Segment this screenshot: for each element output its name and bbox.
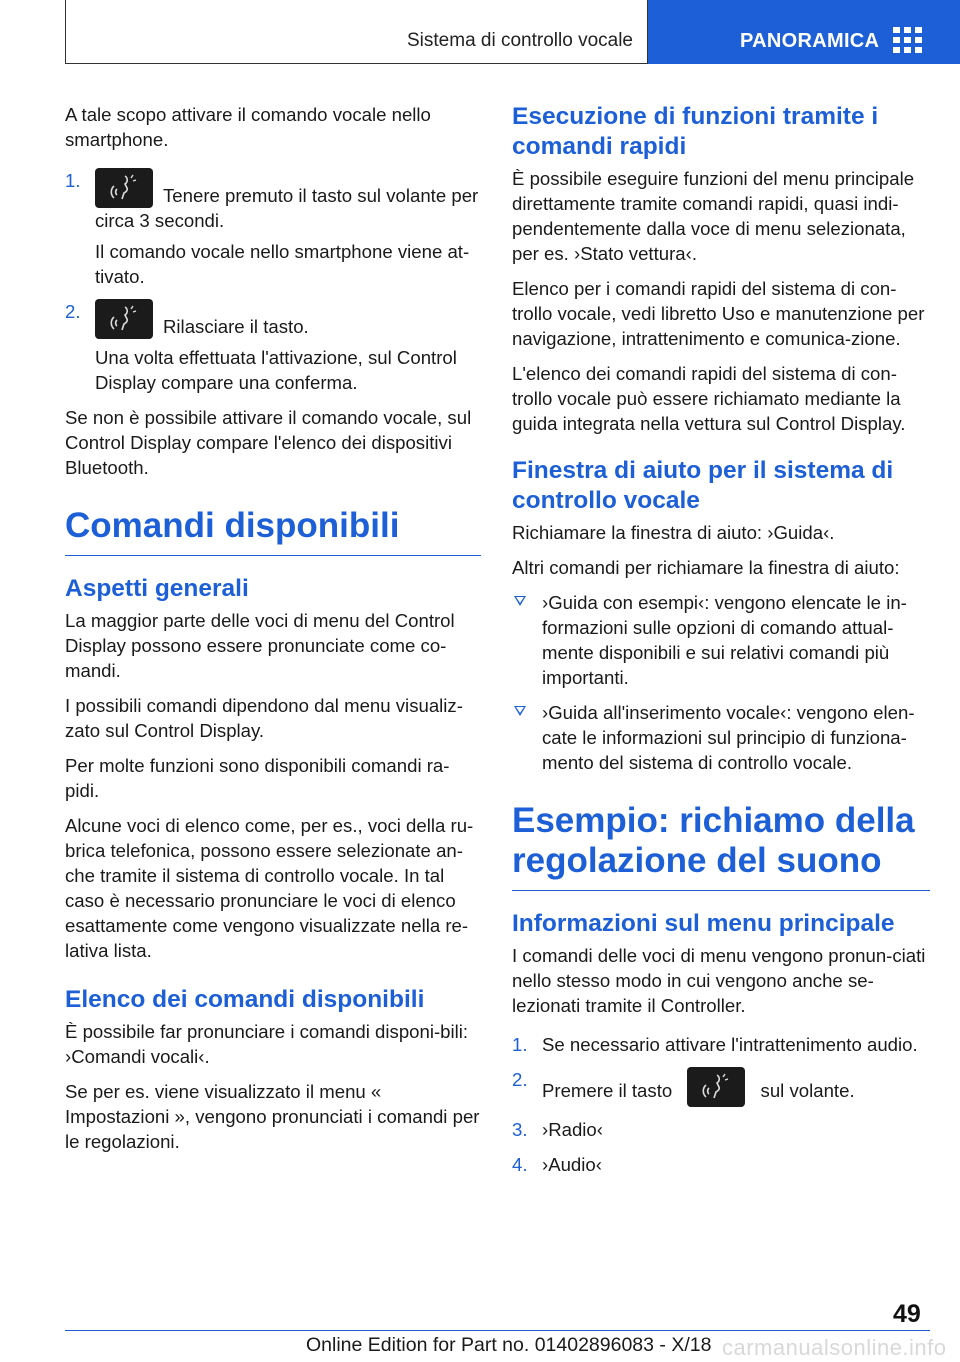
tab-panoramica[interactable]: [648, 0, 960, 64]
section-title: Sistema di controllo vocale: [407, 30, 633, 51]
step-4: [512, 1152, 930, 1177]
grid-menu-icon: [893, 27, 923, 53]
right-column: [512, 102, 930, 1187]
step-text: ›Audio‹: [542, 1154, 602, 1175]
triangle-bullet-icon: [514, 596, 526, 606]
paragraph: Alcune voci di elenco come, per es., voci della ru-brica telefonica, possono essere selezionate an-che tramite il sistema di controllo vocale. In tal caso è necessario pronunciare le voci di elenco esattamente come vengono visualizzate nella re-lativa lista.: [65, 815, 474, 961]
heading-rule: [65, 506, 481, 556]
paragraph: È possibile eseguire funzioni del menu principale direttamente tramite comandi rapidi, quasi indi-pendentemente dalla voce di menu selezionata, per es. ›Stato vettura‹.: [512, 168, 915, 264]
heading-elenco-comandi: Elenco dei comandi disponibili: [65, 986, 425, 1013]
voice-button-icon: [95, 168, 153, 208]
tab-panoramica-label: PANORAMICA: [740, 30, 880, 52]
heading-comandi-disponibili: Comandi disponibili: [65, 506, 400, 545]
fallback-text: Se non è possibile attivare il comando vocale, sul Control Display compare l'elenco dei dispositivi Bluetooth.: [65, 407, 472, 478]
header-section-box: [65, 0, 648, 64]
step-1: [512, 1032, 930, 1057]
step-text: sul volante.: [760, 1080, 855, 1101]
step-1: [65, 168, 481, 289]
step-number: 1.: [65, 170, 81, 191]
paragraph: La maggior parte delle voci di menu del Control Display possono essere pronunciate come co-mandi.: [65, 610, 455, 681]
step-2-note: Una volta effettuata l'attivazione, sul Control Display compare una conferma.: [95, 347, 457, 393]
edition-text: Online Edition for Part no. 01402896083 - X/18: [306, 1334, 712, 1356]
voice-button-icon: [687, 1067, 745, 1107]
step-3: [512, 1117, 930, 1142]
paragraph: I comandi delle voci di menu vengono pronun-ciati nello stesso modo in cui vengono anche se-lezionati tramite il Controller.: [512, 945, 926, 1016]
paragraph: Altri comandi per richiamare la finestra di aiuto:: [512, 557, 900, 578]
heading-rule: [512, 801, 930, 891]
step-2: [65, 299, 481, 395]
step-2-text: Rilasciare il tasto.: [163, 316, 309, 337]
heading-aspetti-generali: Aspetti generali: [65, 575, 249, 602]
step-2: [512, 1067, 930, 1107]
paragraph: Richiamare la finestra di aiuto: ›Guida‹.: [512, 522, 835, 543]
paragraph: Elenco per i comandi rapidi del sistema di con-trollo vocale, vedi libretto Uso e manutenzione per navigazione, intrattenimento e comunica-zione.: [512, 278, 925, 349]
paragraph: L'elenco dei comandi rapidi del sistema di con-trollo vocale può essere richiamato mediante la guida integrata nella vettura sul Control Display.: [512, 363, 906, 434]
paragraph: È possibile far pronunciare i comandi disponi-bili: ›Comandi vocali‹.: [65, 1021, 469, 1067]
heading-informazioni-menu: Informazioni sul menu principale: [512, 910, 895, 937]
step-text: Se necessario attivare l'intrattenimento audio.: [542, 1034, 918, 1055]
watermark: carmanualsonline.info: [722, 1335, 947, 1360]
step-text: Premere il tasto: [542, 1080, 673, 1101]
list-item-text: ›Guida all'inserimento vocale‹: vengono elen-cate le informazioni sul principio di funziona-mento del sistema di controllo vocale.: [542, 702, 915, 773]
paragraph: Per molte funzioni sono disponibili comandi ra-pidi.: [65, 755, 450, 801]
step-number: 1.: [512, 1034, 528, 1055]
footer-rule: [65, 1330, 930, 1331]
heading-esempio: Esempio: richiamo della regolazione del suono: [512, 801, 915, 880]
triangle-bullet-icon: [514, 706, 526, 716]
heading-finestra-aiuto: Finestra di aiuto per il sistema di controllo vocale: [512, 457, 894, 514]
list-item: [512, 700, 930, 775]
voice-button-icon: [95, 299, 153, 339]
step-1-note: Il comando vocale nello smartphone viene at-tivato.: [95, 241, 470, 287]
page-number: 49: [893, 1300, 921, 1328]
step-number: 4.: [512, 1154, 528, 1175]
step-number: 3.: [512, 1119, 528, 1140]
step-1-text: Tenere premuto il tasto sul volante per circa 3 secondi.: [95, 185, 479, 231]
paragraph: I possibili comandi dipendono dal menu visualiz-zato sul Control Display.: [65, 695, 463, 741]
step-number: 2.: [65, 301, 81, 322]
heading-comandi-rapidi: Esecuzione di funzioni tramite i comandi rapidi: [512, 103, 879, 160]
intro-text: A tale scopo attivare il comando vocale nello smartphone.: [65, 104, 431, 150]
list-item-text: ›Guida con esempi‹: vengono elencate le in-formazioni sulle opzioni di comando attual-mente disponibili e sui relativi comandi più importanti.: [542, 592, 907, 688]
step-number: 2.: [512, 1069, 528, 1090]
left-column: [65, 102, 481, 1164]
step-text: ›Radio‹: [542, 1119, 603, 1140]
paragraph: Se per es. viene visualizzato il menu « Impostazioni », vengono pronunciati i comandi per le regolazioni.: [65, 1081, 480, 1152]
list-item: [512, 590, 930, 690]
